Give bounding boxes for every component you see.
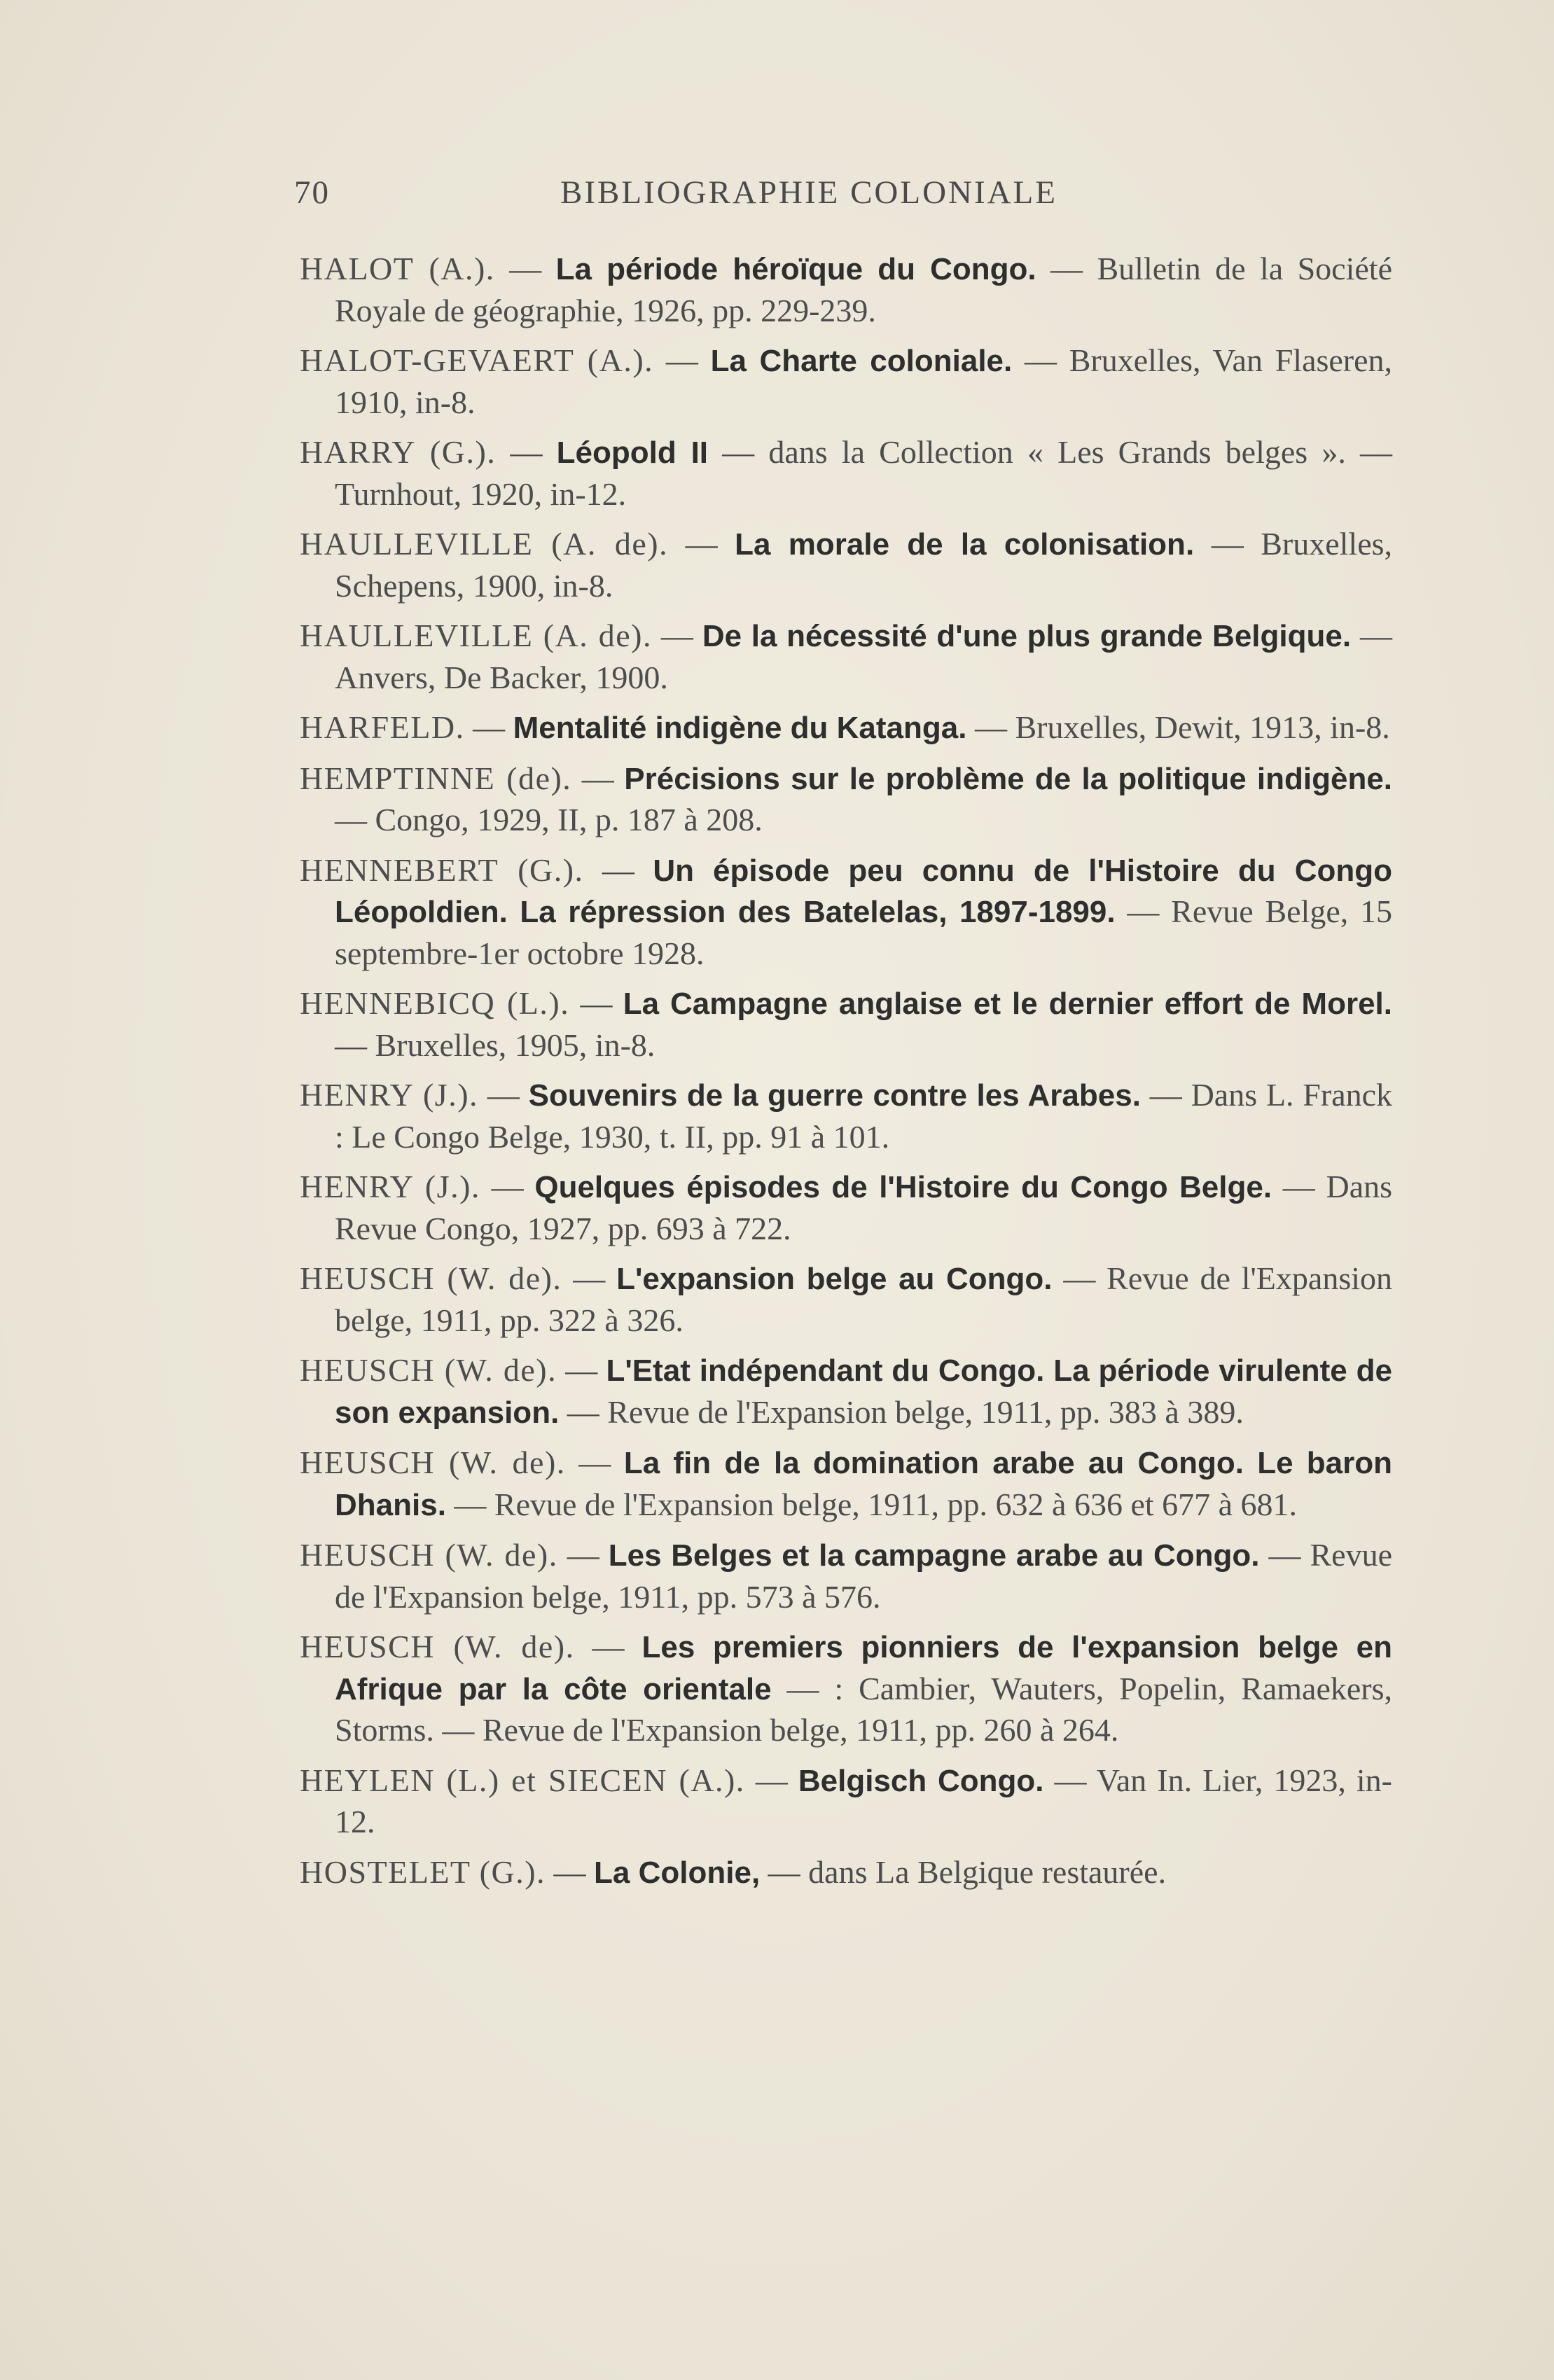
- entry-author: HENNEBERT (G.).: [300, 851, 584, 888]
- entry-author: HARFELD.: [300, 709, 465, 745]
- entry-publication: Congo, 1929, II, p. 187 à 208.: [375, 802, 763, 837]
- entry-publication: Bruxelles, Schepens, 1900, in-8.: [335, 526, 1393, 604]
- bibliography-entry: HEUSCH (W. de). — Les premiers pionniers de l'expansion belge en Afrique par la côte orientale — : Cambier, Wauters, Popelin, Ramaekers, Storms. — Revue de l'Expansion belge, 1911, pp. 260 à 264.: [300, 1629, 1393, 1748]
- entry-title: La morale de la colonisation.: [735, 527, 1195, 562]
- entry-title: La Charte coloniale.: [710, 344, 1013, 378]
- entry-author: HOSTELET (G.).: [300, 1853, 546, 1890]
- bibliography-entry: HAULLEVILLE (A. de). — La morale de la colonisation. — Bruxelles, Schepens, 1900, in-8.: [300, 526, 1393, 604]
- entry-title: Souvenirs de la guerre contre les Arabes.: [528, 1078, 1141, 1113]
- entry-title: Quelques épisodes de l'Histoire du Congo Belge.: [534, 1170, 1272, 1204]
- bibliography-entry: HARFELD. — Mentalité indigène du Katanga. — Bruxelles, Dewit, 1913, in-8.: [300, 709, 1390, 745]
- page-header: [294, 174, 1128, 223]
- bibliography-entry: HENRY (J.). — Quelques épisodes de l'Histoire du Congo Belge. — Dans Revue Congo, 1927, pp. 693 à 722.: [300, 1169, 1393, 1246]
- entry-title: L'Etat indépendant du Congo. La période virulente de son expansion.: [335, 1353, 1392, 1430]
- entry-title: Les premiers pionniers de l'expansion belge en Afrique par la côte orientale: [335, 1630, 1392, 1706]
- bibliography-entry: HALOT (A.). — La période héroïque du Congo. — Bulletin de la Société Royale de géographie, 1926, pp. 229-239.: [300, 251, 1392, 328]
- entry-publication: Revue de l'Expansion belge, 1911, pp. 383 à 389.: [607, 1393, 1244, 1430]
- bibliography-entry: HEYLEN (L.) et SIECEN (A.). — Belgisch Congo. — Van In. Lier, 1923, in-12.: [300, 1762, 1392, 1839]
- entry-author: HEUSCH (W. de).: [300, 1352, 557, 1388]
- entry-publication: dans La Belgique restaurée.: [808, 1853, 1167, 1890]
- entry-publication: Revue de l'Expansion belge, 1911, pp. 322 à 326.: [335, 1260, 1392, 1338]
- entry-publication: Bruxelles, Dewit, 1913, in-8.: [1015, 709, 1390, 745]
- bibliography-entry: HALOT-GEVAERT (A.). — La Charte coloniale. — Bruxelles, Van Flaseren, 1910, in-8.: [300, 342, 1393, 420]
- entry-publication: Bruxelles, Van Flaseren, 1910, in-8.: [335, 342, 1393, 420]
- entry-title: De la nécessité d'une plus grande Belgique.: [702, 619, 1352, 653]
- entry-author: HENRY (J.).: [300, 1077, 479, 1113]
- entry-publication: Dans L. Franck : Le Congo Belge, 1930, t. II, pp. 91 à 101.: [335, 1077, 1393, 1155]
- entry-publication: Bruxelles, 1905, in-8.: [375, 1027, 655, 1063]
- bibliography-entry: HENRY (J.). — Souvenirs de la guerre contre les Arabes. — Dans L. Franck : Le Congo Belge, 1930, t. II, pp. 91 à 101.: [300, 1077, 1393, 1155]
- entry-author: HAULLEVILLE (A. de).: [300, 618, 652, 653]
- running-title: BIBLIOGRAPHIE COLONIALE: [560, 174, 1057, 211]
- entry-publication: Dans Revue Congo, 1927, pp. 693 à 722.: [335, 1169, 1393, 1246]
- entry-author: HEUSCH (W. de).: [300, 1260, 562, 1296]
- bibliography-entry: HEUSCH (W. de). — L'Etat indépendant du Congo. La période virulente de son expansion. — Revue de l'Expansion belge, 1911, pp. 383 à 389.: [300, 1352, 1392, 1430]
- entry-publication: Revue Belge, 15 septembre-1er octobre 1928.: [335, 893, 1393, 971]
- entry-author: HENNEBICQ (L.).: [300, 985, 570, 1021]
- entry-publication: Anvers, De Backer, 1900.: [335, 659, 668, 695]
- bibliography-entry: HARRY (G.). — Léopold II — dans la Collection « Les Grands belges ». — Turnhout, 1920, in-12.: [300, 434, 1393, 512]
- bibliography-entry: HEUSCH (W. de). — La fin de la domination arabe au Congo. Le baron Dhanis. — Revue de l'Expansion belge, 1911, pp. 632 à 636 et 677 à 681.: [300, 1445, 1393, 1522]
- entry-author: HENRY (J.).: [300, 1169, 480, 1204]
- entry-publication: Revue de l'Expansion belge, 1911, pp. 632 à 636 et 677 à 681.: [494, 1486, 1298, 1522]
- entry-author: HEMPTINNE (de).: [300, 760, 572, 796]
- bibliography-entry: HENNEBICQ (L.). — La Campagne anglaise et le dernier effort de Morel. — Bruxelles, 1905, in-8.: [300, 985, 1392, 1063]
- entry-author: HALOT (A.).: [300, 251, 495, 286]
- entry-title: Un épisode peu connu de l'Histoire du Congo Léopoldien. La répression des Batelelas, 1897-1899.: [335, 853, 1393, 929]
- entry-author: HEUSCH (W. de).: [300, 1445, 566, 1480]
- entry-publication: Van In. Lier, 1923, in-12.: [335, 1762, 1392, 1839]
- entry-author: HEUSCH (W. de).: [300, 1629, 575, 1664]
- page-number: 70: [294, 174, 330, 211]
- entry-title: Mentalité indigène du Katanga.: [513, 711, 967, 745]
- entry-title: La période héroïque du Congo.: [555, 252, 1036, 286]
- entry-title: La Campagne anglaise et le dernier effort de Morel.: [623, 987, 1392, 1021]
- entry-title: Léopold II: [556, 436, 709, 470]
- bibliography-list: [300, 249, 1392, 1902]
- entry-publication: Revue de l'Expansion belge, 1911, pp. 573 à 576.: [335, 1537, 1392, 1615]
- entry-author: HAULLEVILLE (A. de).: [300, 526, 669, 562]
- bibliography-entry: HAULLEVILLE (A. de). — De la nécessité d'une plus grande Belgique. — Anvers, De Backer, 1900.: [300, 618, 1393, 695]
- entry-title: Précisions sur le problème de la politique indigène.: [624, 761, 1393, 796]
- entry-author: HEYLEN (L.) et SIECEN (A.).: [300, 1762, 745, 1798]
- entry-publication: Bulletin de la Société Royale de géographie, 1926, pp. 229-239.: [335, 251, 1392, 328]
- entry-publication: : Cambier, Wauters, Popelin, Ramaekers, Storms. — Revue de l'Expansion belge, 1911, pp. 260 à 264.: [335, 1670, 1393, 1748]
- bibliography-entry: HEUSCH (W. de). — L'expansion belge au Congo. — Revue de l'Expansion belge, 1911, pp. 322 à 326.: [300, 1260, 1392, 1338]
- entry-title: La fin de la domination arabe au Congo. Le baron Dhanis.: [335, 1446, 1393, 1522]
- bibliography-entry: HOSTELET (G.). — La Colonie, — dans La Belgique restaurée.: [300, 1853, 1167, 1890]
- entry-title: Les Belges et la campagne arabe au Congo.: [608, 1538, 1260, 1573]
- entry-publication: dans la Collection « Les Grands belges ». — Turnhout, 1920, in-12.: [335, 434, 1393, 512]
- entry-author: HEUSCH (W. de).: [300, 1537, 558, 1573]
- entry-title: L'expansion belge au Congo.: [616, 1262, 1053, 1296]
- bibliography-entry: HEUSCH (W. de). — Les Belges et la campagne arabe au Congo. — Revue de l'Expansion belge, 1911, pp. 573 à 576.: [300, 1537, 1392, 1615]
- entry-author: HALOT-GEVAERT (A.).: [300, 342, 654, 378]
- entry-author: HARRY (G.).: [300, 434, 497, 470]
- entry-title: La Colonie,: [594, 1855, 761, 1890]
- entry-title: Belgisch Congo.: [798, 1763, 1044, 1798]
- bibliography-entry: HEMPTINNE (de). — Précisions sur le problème de la politique indigène. — Congo, 1929, II, p. 187 à 208.: [300, 760, 1393, 837]
- bibliography-entry: HENNEBERT (G.). — Un épisode peu connu de l'Histoire du Congo Léopoldien. La répression des Batelelas, 1897-1899. — Revue Belge, 15 septembre-1er octobre 1928.: [300, 851, 1393, 971]
